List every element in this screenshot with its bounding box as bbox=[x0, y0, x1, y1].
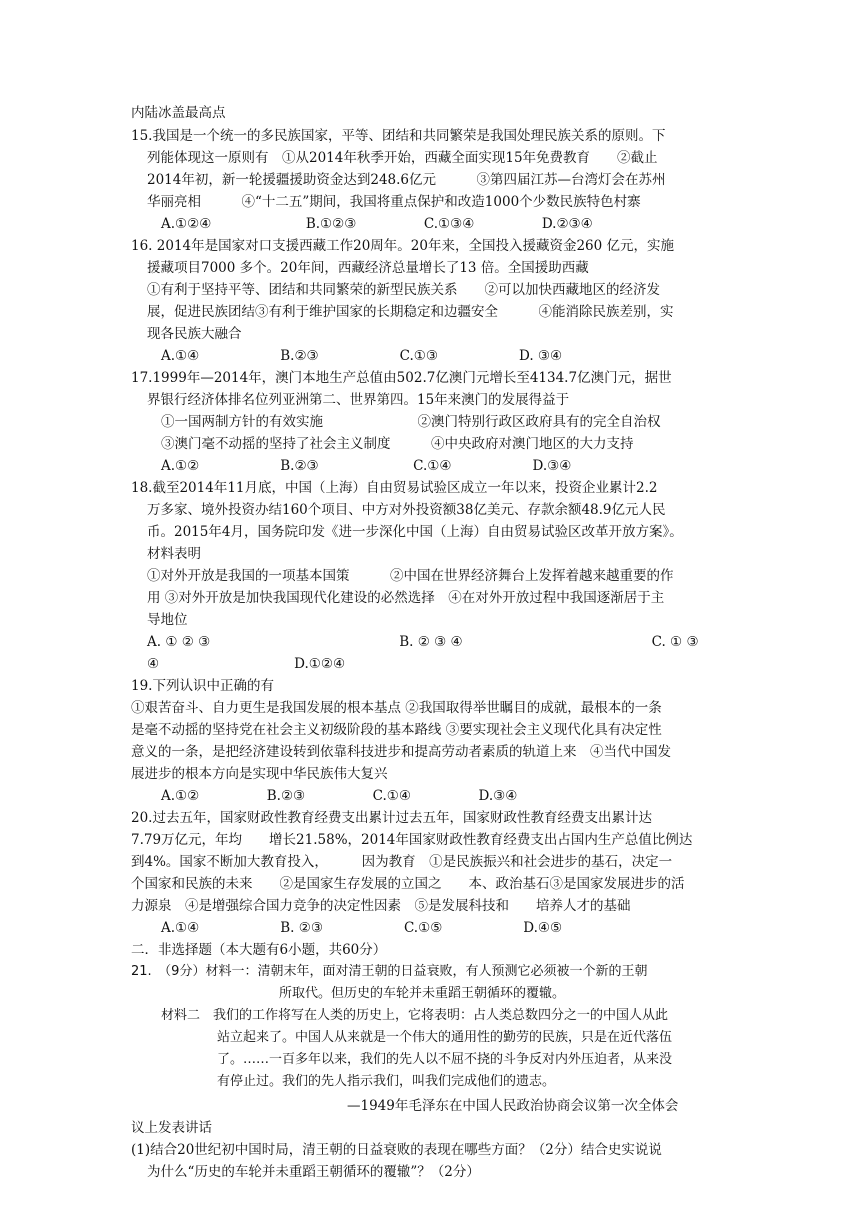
text-line: 力源泉 ④是增强综合国力竞争的决定性因素 ⑤是发展科技和 培养人才的基础 bbox=[131, 898, 631, 914]
answer-options: A.①④ B.②③ C.①③ D. ③④ bbox=[161, 348, 563, 364]
citation: —1949年毛泽东在中国人民政治协商会议第一次全体会 bbox=[347, 1098, 679, 1114]
text-line: ①一国两制方针的有效实施 ②澳门特别行政区政府具有的完全自治权 bbox=[161, 414, 661, 430]
question-18-stem: 18.截至2014年11月底，中国（上海）自由贸易试验区成立一年以来，投资企业累计2.2 bbox=[131, 480, 658, 496]
question-17-stem: 17.1999年—2014年，澳门本地生产总值由502.7亿澳门元增长至4134.7亿澳门元，据世 bbox=[131, 370, 672, 386]
text-line: 列能体现这一原则有 ①从2014年秋季开始，西藏全面实现15年免费教育 ②截止 bbox=[147, 150, 658, 166]
question-20-stem: 20.过去五年，国家财政性教育经费支出累计过去五年，国家财政性教育经费支出累计达 bbox=[131, 810, 652, 826]
question-16-stem: 16. 2014年是国家对口支援西藏工作20周年。20年来，全国投入援藏资金260 亿元，实施 bbox=[131, 238, 675, 254]
answer-options: ④ D.①②④ bbox=[147, 656, 346, 672]
answer-options: A.①②④ B.①②③ C.①③④ D.②③④ bbox=[161, 216, 593, 232]
text-line: 是毫不动摇的坚持党在社会主义初级阶段的基本路线 ③要实现社会主义现代化具有决定性 bbox=[131, 722, 662, 738]
text-line: 所取代。但历史的车轮并未重蹈王朝循环的覆辙。 bbox=[279, 986, 566, 1001]
answer-options: A.①② B.②③ C.①④ D.③④ bbox=[161, 788, 518, 804]
answer-options: A.①② B.②③ C.①④ D.③④ bbox=[161, 458, 572, 474]
text-line: 万多家、境外投资办结160个项目、中方对外投资额38亿美元、存款余额48.9亿元人民 bbox=[147, 502, 666, 518]
question-21-material-2: 材料二 我们的工作将写在人类的历史上，它将表明：占人类总数四分之一的中国人从此 bbox=[161, 1008, 669, 1023]
text-line: ③澳门毫不动摇的坚持了社会主义制度 ④中央政府对澳门地区的大力支持 bbox=[161, 436, 634, 452]
answer-options: A. ① ② ③ B. ② ③ ④ C. ① ③ bbox=[147, 634, 699, 650]
text-line: 展进步的根本方向是实现中华民族伟大复兴 bbox=[131, 766, 388, 782]
text-line: 材料表明 bbox=[147, 546, 201, 562]
text-line: 站立起来了。中国人从来就是一个伟大的通用性的勤劳的民族，只是在近代落伍 bbox=[217, 1030, 673, 1045]
text-line: 7.79万亿元，年均 增长21.58%，2014年国家财政性教育经费支出占国内生产总值比例达 bbox=[131, 832, 693, 848]
text-line: ①有利于坚持平等、团结和共同繁荣的新型民族关系 ②可以加快西藏地区的经济发 bbox=[147, 282, 660, 298]
text-line: 导地位 bbox=[147, 612, 188, 628]
text-line: 2014年初，新一轮援疆援助资金达到248.6亿元 ③第四届江苏—台湾灯会在苏州 bbox=[147, 172, 666, 188]
question-19-stem: 19.下列认识中正确的有 bbox=[131, 678, 274, 694]
text-line: 界银行经济体排名位列亚洲第二、世界第四。15年来澳门的发展得益于 bbox=[147, 392, 570, 408]
text-line: 华丽亮相 ④“十二五”期间，我国将重点保护和改造1000个少数民族特色村寨 bbox=[147, 194, 641, 210]
text-line: 有停止过。我们的先人指示我们，叫我们完成他们的遗志。 bbox=[217, 1074, 556, 1089]
question-21-part-1: (1)结合20世纪初中国时局，清王朝的日益衰败的表现在哪些方面？（2分）结合史实说说 bbox=[131, 1142, 662, 1158]
text-line: ①对外开放是我国的一项基本国策 ②中国在世界经济舞台上发挥着越来越重要的作 bbox=[147, 568, 674, 584]
text-line: 币。2015年4月，国务院印发《进一步深化中国（上海）自由贸易试验区改革开放方案》。 bbox=[147, 524, 683, 540]
question-21-material-1: 21. （9分）材料一：清朝末年，面对清王朝的日益衰败，有人预测它必须被一个新的王朝 bbox=[131, 964, 648, 979]
text-line: 展，促进民族团结③有利于维护国家的长期稳定和边疆安全 ④能消除民族差别，实 bbox=[147, 304, 674, 320]
text-line: 用 ③对外开放是加快我国现代化建设的必然选择 ④在对外开放过程中我国逐渐居于主 bbox=[147, 590, 665, 606]
section-heading: 二．非选择题（本大题有6小题，共60分） bbox=[131, 942, 387, 958]
question-15-stem: 15.我国是一个统一的多民族国家，平等、团结和共同繁荣是我国处理民族关系的原则。下 bbox=[131, 128, 666, 144]
text-line: 内陆冰盖最高点 bbox=[131, 105, 226, 121]
text-line: 意义的一条，是把经济建设转到依靠科技进步和提高劳动者素质的轨道上来 ④当代中国发 bbox=[131, 744, 671, 760]
citation: 议上发表讲话 bbox=[131, 1120, 212, 1136]
text-line: 现各民族大融合 bbox=[147, 326, 242, 342]
text-line: ①艰苦奋斗、自力更生是我国发展的根本基点 ②我国取得举世瞩目的成就，最根本的一条 bbox=[131, 700, 662, 716]
answer-options: A.①④ B. ②③ C.①⑤ D.④⑤ bbox=[161, 920, 563, 936]
text-line: 个国家和民族的未来 ②是国家生存发展的立国之 本、政治基石③是国家发展进步的活 bbox=[131, 876, 685, 892]
text-line: 到4%。国家不断加大教育投入， 因为教育 ①是民族振兴和社会进步的基石，决定一 bbox=[131, 854, 673, 870]
text-line: 援藏项目7000 多个。20年间，西藏经济总量增长了13 倍。全国援助西藏 bbox=[147, 260, 589, 276]
text-line: 为什么“历史的车轮并未重蹈王朝循环的覆辙”？（2分） bbox=[147, 1164, 480, 1180]
text-line: 了。……一百多年以来，我们的先人以不屈不挠的斗争反对内外压迫者，从来没 bbox=[217, 1052, 673, 1067]
